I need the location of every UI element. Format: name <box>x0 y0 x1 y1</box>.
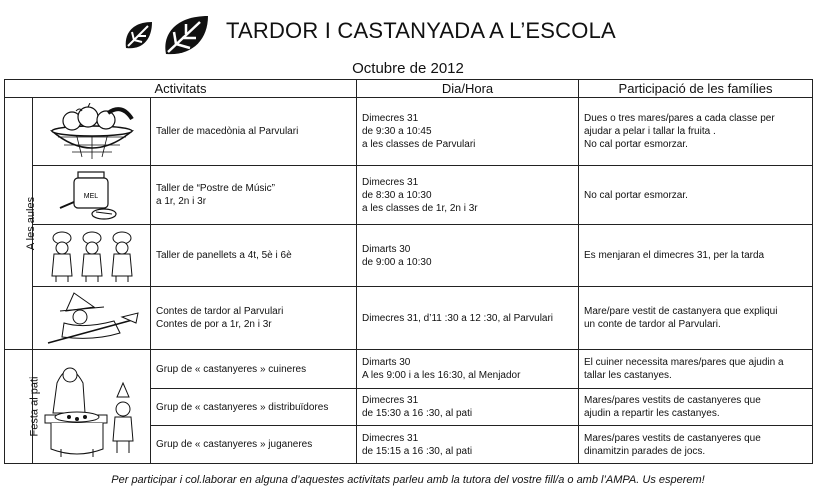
activity-cell: Grup de « castanyeres » distribuïdores <box>151 389 357 426</box>
fruit-basket-icon <box>46 103 138 161</box>
time-cell: Dimecres 31 de 15:15 a 16 :30, al pati <box>357 426 579 464</box>
section-label-pati: Festa al pati <box>5 350 33 464</box>
activity-cell: Grup de « castanyeres » cuineres <box>151 350 357 389</box>
column-header-participacio: Participació de les famílies <box>579 80 813 98</box>
activities-table <box>4 79 813 464</box>
families-cell: El cuiner necessita mares/pares que ajudin a tallar les castanyes. <box>579 350 813 389</box>
activity-cell: Contes de tardor al Parvulari Contes de por a 1r, 2n i 3r <box>151 287 357 350</box>
families-cell: Es menjaran el dimecres 31, per la tarda <box>579 225 813 287</box>
families-cell: Dues o tres mares/pares a cada classe per ajudar a pelar i tallar la fruita . No cal portar esmorzar. <box>579 98 813 166</box>
column-header-activitats: Activitats <box>5 80 357 98</box>
honey-jar-illustration <box>33 166 151 225</box>
families-cell: No cal portar esmorzar. <box>579 166 813 225</box>
time-cell: Dimecres 31, d’11 :30 a 12 :30, al Parvulari <box>357 287 579 350</box>
table-row <box>5 350 813 389</box>
page-title: TARDOR I CASTANYADA A L’ESCOLA <box>226 18 616 43</box>
time-cell: Dimarts 30 A les 9:00 i a les 16:30, al Menjador <box>357 350 579 389</box>
page-subtitle: Octubre de 2012 <box>352 60 464 77</box>
time-cell: Dimarts 30 de 9:00 a 10:30 <box>357 225 579 287</box>
fruit-basket-illustration <box>33 98 151 166</box>
honey-jar-icon <box>52 168 132 222</box>
table-row <box>5 225 813 287</box>
table-header-row <box>5 80 813 98</box>
activity-cell: Grup de « castanyeres » juganeres <box>151 426 357 464</box>
table-row <box>5 98 813 166</box>
table-row <box>5 166 813 225</box>
footer-note: Per participar i col.laborar en alguna d’aquestes activitats parleu amb la tutora del vostre fill/a o amb l’AMPA. Us esperem! <box>111 474 705 486</box>
witch-illustration <box>33 287 151 350</box>
table-row <box>5 287 813 350</box>
time-cell: Dimecres 31 de 8:30 a 10:30 a les classes de 1r, 2n i 3r <box>357 166 579 225</box>
time-cell: Dimecres 31 de 15:30 a 16 :30, al pati <box>357 389 579 426</box>
activity-cell: Taller de panellets a 4t, 5è i 6è <box>151 225 357 287</box>
activity-cell: Taller de macedònia al Parvulari <box>151 98 357 166</box>
activity-cell: Taller de “Postre de Músic” a 1r, 2n i 3r <box>151 166 357 225</box>
children-cooks-illustration <box>33 225 151 287</box>
svg-text:MEL: MEL <box>83 193 98 200</box>
leaf-icon <box>160 12 212 58</box>
chestnut-seller-illustration <box>33 350 151 464</box>
families-cell: Mares/pares vestits de castanyeres que ajudin a repartir les castanyes. <box>579 389 813 426</box>
children-cooks-icon <box>42 228 142 284</box>
section-label-aules: A les aules <box>5 98 33 350</box>
families-cell: Mares/pares vestits de castanyeres que dinamitzin parades de jocs. <box>579 426 813 464</box>
time-cell: Dimecres 31 de 9:30 a 10:45 a les classes de Parvulari <box>357 98 579 166</box>
column-header-dia-hora: Dia/Hora <box>357 80 579 98</box>
chestnut-seller-icon <box>37 353 147 461</box>
leaf-icon <box>122 18 156 52</box>
header <box>0 6 816 54</box>
families-cell: Mare/pare vestit de castanyera que expliqui un conte de tardor al Parvulari. <box>579 287 813 350</box>
witch-icon <box>44 289 140 347</box>
